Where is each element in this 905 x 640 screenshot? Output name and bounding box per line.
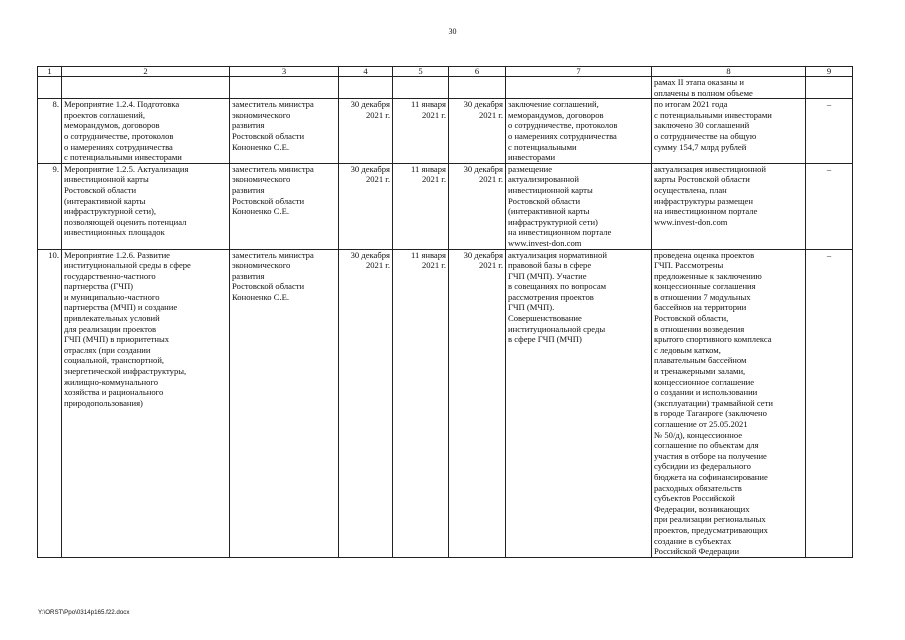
actual-start-date-cell (393, 163, 449, 249)
cell-line: 11 января (411, 249, 446, 260)
cell-line: и тренажерными залами, (654, 366, 746, 377)
table-row (38, 163, 853, 249)
cell-line: Ростовской области (508, 195, 581, 206)
cell-line: субъектов Российской (654, 493, 735, 504)
note-cell: – (806, 249, 853, 557)
cell-line: о намерениях сотрудничества (64, 141, 173, 152)
cell-line: Мероприятие 1.2.4. Подготовка (64, 99, 180, 110)
cell-line: развития (232, 270, 265, 281)
cell-line: государственно-частного (64, 270, 156, 281)
cell-line: 30 декабря (463, 163, 503, 174)
column-number: 5 (393, 67, 449, 77)
cell-line: рамах II этапа оказаны и (654, 77, 744, 87)
column-number: 9 (806, 67, 853, 77)
cell-line: № 50/д), концессионное (654, 429, 743, 440)
cell-line: проведена оценка проектов (654, 249, 755, 260)
plan-start-date-cell (339, 163, 393, 249)
cell-line: карты Ростовской области (654, 174, 750, 185)
cell-line: природопользования) (64, 397, 143, 408)
actual-result-cell (652, 99, 806, 164)
cell-line: меморандумов, договоров (508, 109, 604, 120)
expected-result-cell (506, 163, 652, 249)
responsible-cell (230, 99, 339, 164)
cell-line: оплачены в полном объеме (654, 87, 753, 98)
column-number: 6 (449, 67, 506, 77)
cell-line: в городе Таганроге (заключено (654, 408, 767, 419)
cell-line: проектов, предусматривающих (654, 524, 768, 535)
continuation-row (38, 77, 853, 99)
cell-line: 2021 г. (365, 260, 390, 271)
actual-result-cell (652, 163, 806, 249)
cell-line: о сотрудничестве на общую (654, 130, 757, 141)
cell-line: 2021 г. (421, 260, 446, 271)
cell-line: заключено 30 соглашений (654, 120, 750, 131)
cell-line: Федерации, возникающих (654, 503, 750, 514)
cell-line: (интерактивной карты (64, 195, 146, 206)
actual-start-date-cell (393, 99, 449, 164)
cell-line: ГЧП (МЧП) в приоритетных (64, 334, 170, 345)
cell-line: 30 декабря (350, 249, 390, 260)
cell-line: плавательным бассейном (654, 355, 747, 366)
cell-line: бассейнов на территории (654, 302, 747, 313)
cell-line: заместитель министра (232, 249, 314, 260)
cell-line: в отношении 7 модульных (654, 291, 751, 302)
cell-line: развития (232, 120, 265, 131)
column-number: 4 (339, 67, 393, 77)
cell-line: субсидии из федерального (654, 461, 751, 472)
cell-line: социальной, транспортной, (64, 355, 165, 366)
cell-line: 30 декабря (463, 249, 503, 260)
cell-line: экономического (232, 260, 291, 271)
cell-line: Кононенко С.Е. (232, 141, 289, 152)
cell-line: расходных обязательств (654, 482, 742, 493)
expected-result-cell (506, 99, 652, 164)
cell-line: инвестиционных площадок (64, 227, 165, 238)
table-row (38, 99, 853, 164)
plan-end-date-cell (449, 163, 506, 249)
cell-line: www.invest-don.com (654, 216, 728, 227)
cell-line: и муниципально-частного (64, 291, 160, 302)
cell-line: Российской Федерации (654, 546, 740, 557)
cell-line: участия в отборе на получение (654, 450, 767, 461)
cell-line: Мероприятие 1.2.6. Развитие (64, 249, 170, 260)
cell-line: энергетической инфраструктуры, (64, 366, 187, 377)
cell-line: заключение соглашений, (508, 99, 599, 110)
event-cell (62, 99, 230, 164)
cell-line: экономического (232, 109, 291, 120)
file-path-footer: Y:\ORST\Ppo\0314p165.f22.docx (38, 609, 130, 616)
plan-start-date-cell (339, 99, 393, 164)
cell-line: 2021 г. (365, 174, 390, 185)
cell-line: с потенциальными инвесторами (64, 152, 182, 163)
cell-line: о создании и использовании (654, 387, 758, 398)
cell-line: экономического (232, 174, 291, 185)
cell-line: при реализации региональных (654, 514, 766, 525)
cell-line: предложенные к заключению (654, 270, 762, 281)
cell-line: о сотрудничестве, протоколов (508, 120, 618, 131)
cell-line: на инвестиционном портале (508, 227, 612, 238)
cell-line: 2021 г. (478, 109, 503, 120)
cell-line: ГЧП (МЧП). (508, 302, 555, 313)
cell-line: о сотрудничестве, протоколов (64, 130, 174, 141)
plan-end-date-cell (449, 249, 506, 557)
cell-line: концессионное соглашение (654, 376, 755, 387)
cell-line: с ледовым катком, (654, 344, 721, 355)
cell-line: 2021 г. (421, 174, 446, 185)
cell-line: осуществлена, план (654, 184, 727, 195)
cell-line: 2021 г. (365, 109, 390, 120)
cell-line: Совершенствование (508, 313, 582, 324)
cell-line: рассмотрения проектов (508, 291, 594, 302)
cell-line: меморандумов, договоров (64, 120, 160, 131)
cell-line: правовой базы в сфере (508, 260, 592, 271)
column-number: 1 (38, 67, 62, 77)
cell-line: на инвестиционном портале (654, 206, 758, 217)
report-table (37, 66, 853, 558)
cell-line: инфраструктуры размещен (654, 195, 753, 206)
cell-line: (интерактивной карты (508, 206, 590, 217)
cell-line: сумму 154,7 млрд рублей (654, 141, 747, 152)
cell-line: ГЧП. Рассмотрены (654, 260, 724, 271)
cell-line: 30 декабря (350, 99, 390, 110)
cell-line: 11 января (411, 163, 446, 174)
cell-line: Ростовской области, (654, 313, 729, 324)
cell-line: для реализации проектов (64, 323, 157, 334)
cell-line: развития (232, 184, 265, 195)
cell-line: инвестиционной карты (64, 174, 149, 185)
continuation-cell (652, 77, 806, 99)
cell-line: позволяющей оценить потенциал (64, 216, 187, 227)
cell-line: инвесторами (508, 152, 556, 163)
cell-line: с потенциальными инвесторами (654, 109, 772, 120)
cell-line: хозяйства и рационального (64, 387, 164, 398)
cell-line: Кононенко С.Е. (232, 291, 289, 302)
cell-line: соглашение по объектам для (654, 440, 759, 451)
cell-line: (эксплуатации) трамвайной сети (654, 397, 773, 408)
note-cell: – (806, 163, 853, 249)
expected-result-cell (506, 249, 652, 557)
row-number: 9. (38, 163, 62, 249)
cell-line: www.invest-don.com (508, 237, 582, 248)
cell-line: привлекательных условий (64, 313, 160, 324)
cell-line: в совещаниях по вопросам (508, 281, 607, 292)
plan-end-date-cell (449, 99, 506, 164)
column-number-row (38, 67, 853, 77)
cell-line: 11 января (411, 99, 446, 110)
cell-line: о намерениях сотрудничества (508, 130, 617, 141)
note-cell: – (806, 99, 853, 164)
cell-line: партнерства (ГЧП) (64, 281, 134, 292)
table-row (38, 249, 853, 557)
cell-line: 2021 г. (478, 174, 503, 185)
cell-line: партнерства (МЧП) и создание (64, 302, 178, 313)
responsible-cell (230, 249, 339, 557)
cell-line: инфраструктурной сети) (508, 216, 598, 227)
cell-line: заместитель министра (232, 99, 314, 110)
cell-line: крытого спортивного комплекса (654, 334, 772, 345)
row-number: 8. (38, 99, 62, 164)
cell-line: актуализация нормативной (508, 249, 607, 260)
cell-line: 2021 г. (421, 109, 446, 120)
cell-line: Ростовской области (232, 281, 305, 292)
cell-line: бюджета на софинансирование (654, 471, 768, 482)
event-cell (62, 163, 230, 249)
cell-line: в сфере ГЧП (МЧП) (508, 334, 582, 345)
cell-line: размещение (508, 163, 553, 174)
column-number: 7 (506, 67, 652, 77)
cell-line: Мероприятие 1.2.5. Актуализация (64, 163, 189, 174)
column-number: 8 (652, 67, 806, 77)
cell-line: отраслях (при создании (64, 344, 151, 355)
cell-line: с потенциальными (508, 141, 577, 152)
cell-line: 30 декабря (350, 163, 390, 174)
column-number: 3 (230, 67, 339, 77)
column-number: 2 (62, 67, 230, 77)
cell-line: в отношении возведения (654, 323, 745, 334)
actual-start-date-cell (393, 249, 449, 557)
cell-line: 30 декабря (463, 99, 503, 110)
actual-result-cell (652, 249, 806, 557)
cell-line: Кононенко С.Е. (232, 206, 289, 217)
cell-line: проектов соглашений, (64, 109, 145, 120)
cell-line: по итогам 2021 года (654, 99, 728, 110)
event-cell (62, 249, 230, 557)
responsible-cell (230, 163, 339, 249)
cell-line: институциональной среды (508, 323, 606, 334)
cell-line: институциональной среды в сфере (64, 260, 191, 271)
cell-line: заместитель министра (232, 163, 314, 174)
cell-line: ГЧП (МЧП). Участие (508, 270, 587, 281)
cell-line: создание в субъектах (654, 535, 732, 546)
cell-line: Ростовской области (232, 130, 305, 141)
cell-line: актуализированной (508, 174, 579, 185)
cell-line: жилищно-коммунального (64, 376, 159, 387)
cell-line: соглашение от 25.05.2021 (654, 419, 748, 429)
cell-line: актуализация инвестиционной (654, 163, 766, 174)
cell-line: Ростовской области (232, 195, 305, 206)
plan-start-date-cell (339, 249, 393, 557)
cell-line: концессионные соглашения (654, 281, 756, 292)
row-number: 10. (38, 249, 62, 557)
cell-line: инфраструктурной сети), (64, 206, 157, 217)
cell-line: 2021 г. (478, 260, 503, 271)
cell-line: Ростовской области (64, 184, 137, 195)
cell-line: инвестиционной карты (508, 184, 593, 195)
page-number: 30 (448, 27, 457, 36)
